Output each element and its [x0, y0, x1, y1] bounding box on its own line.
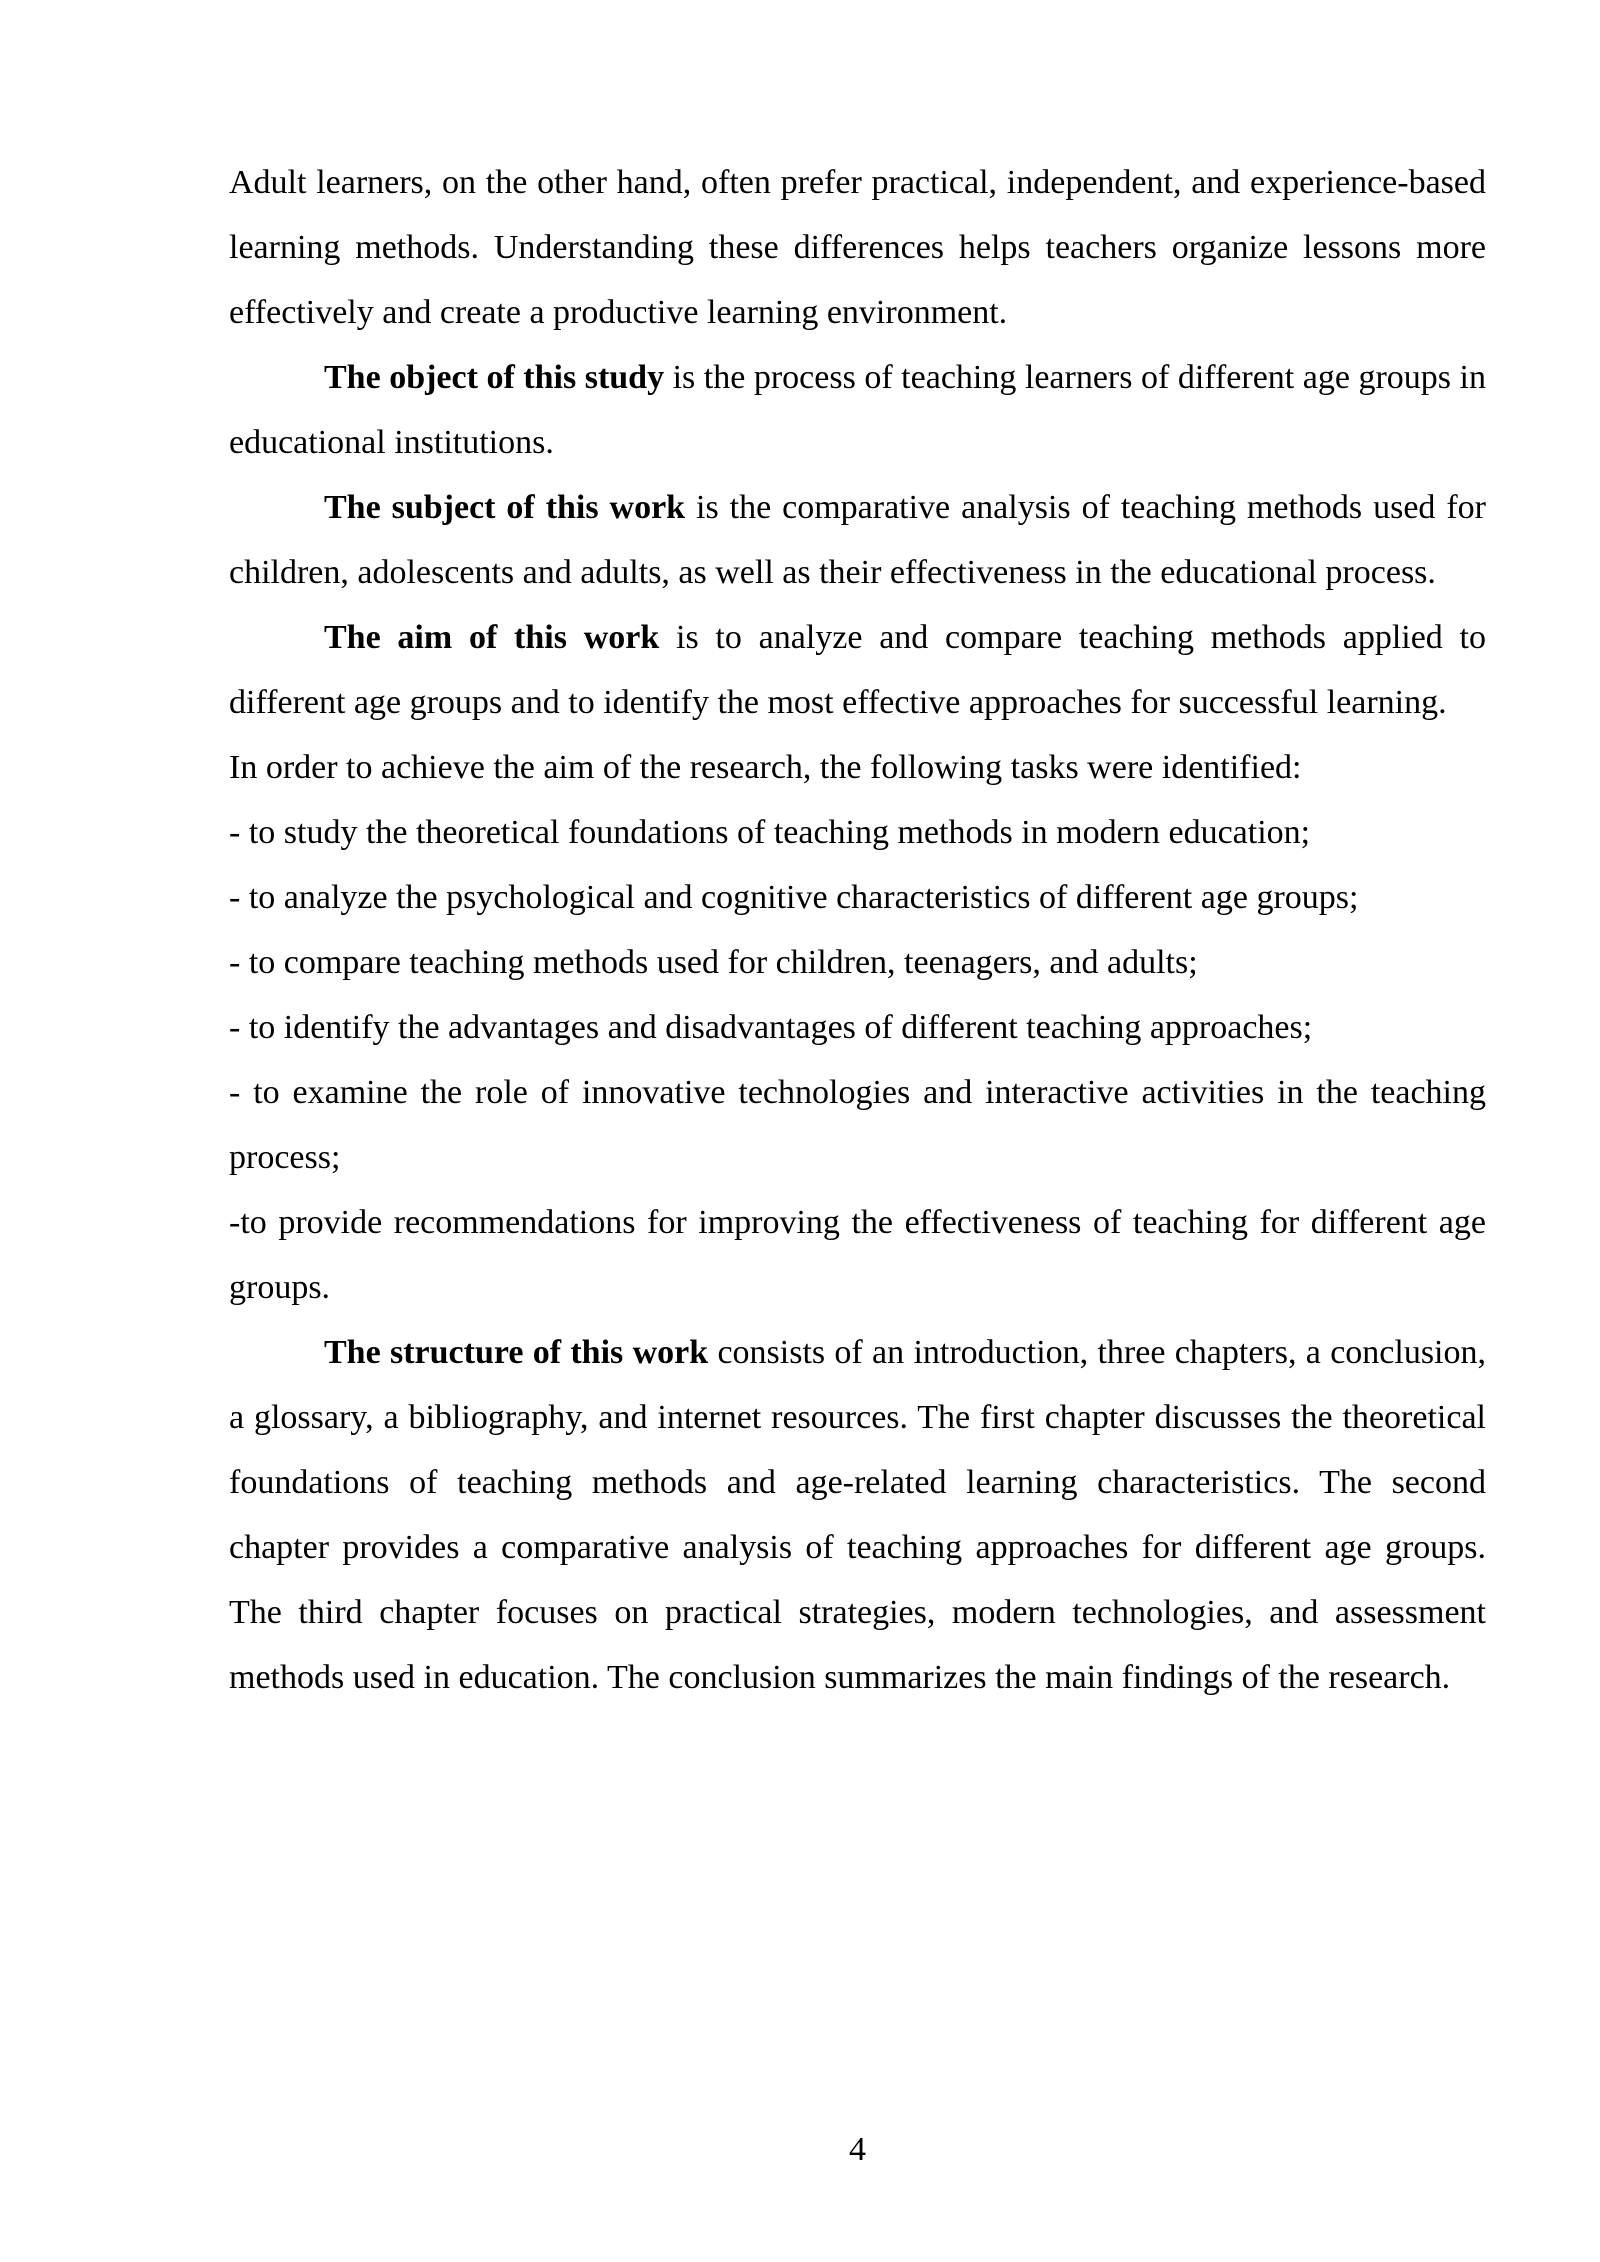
- subject-text: is the comparative analysis of teaching methods used for children, adolescents and adults, as well as their effectiveness in the educational process.: [229, 489, 1486, 591]
- paragraph-structure: [229, 1320, 1486, 1710]
- paragraph-adult-learners: Adult learners, on the other hand, often prefer practical, independent, and experience-based learning methods. Understanding these differences helps teachers organize lessons more effectively and create a productive learning environment.: [229, 164, 1486, 331]
- paragraph-aim: [229, 605, 1486, 735]
- task-item: - to analyze the psychological and cognitive characteristics of different age groups;: [229, 879, 1359, 916]
- subject-heading: The subject of this work: [324, 489, 686, 526]
- structure-heading: The structure of this work: [324, 1334, 709, 1371]
- paragraph-tasks-intro: In order to achieve the aim of the research, the following tasks were identified:: [229, 749, 1302, 786]
- body-text: [229, 150, 1486, 1710]
- page-number: 4: [849, 2131, 866, 2168]
- structure-text: consists of an introduction, three chapters, a conclusion, a glossary, a bibliography, and internet resources. The first chapter discusses the theoretical foundations of teaching methods and age-related learning characteristics. The second chapter provides a comparative analysis of teaching approaches for different age groups. The third chapter focuses on practical strategies, modern technologies, and assessment methods used in education. The conclusion summarizes the main findings of the research.: [229, 1334, 1486, 1696]
- aim-text: is to analyze and compare teaching methods applied to different age groups and to identify the most effective approaches for successful learning.: [229, 619, 1486, 721]
- task-item: - to compare teaching methods used for children, teenagers, and adults;: [229, 944, 1198, 981]
- paragraph-object: [229, 345, 1486, 475]
- task-item: - to study the theoretical foundations of teaching methods in modern education;: [229, 814, 1311, 851]
- task-item: - to identify the advantages and disadvantages of different teaching approaches;: [229, 1009, 1313, 1046]
- task-item: - to examine the role of innovative technologies and interactive activities in the teaching process;: [229, 1074, 1486, 1176]
- object-heading: The object of this study: [324, 359, 665, 396]
- paragraph-subject: [229, 475, 1486, 605]
- aim-heading: The aim of this work: [324, 619, 660, 656]
- task-item: -to provide recommendations for improving the effectiveness of teaching for different age groups.: [229, 1204, 1486, 1306]
- object-text: is the process of teaching learners of different age groups in educational institutions.: [229, 359, 1486, 461]
